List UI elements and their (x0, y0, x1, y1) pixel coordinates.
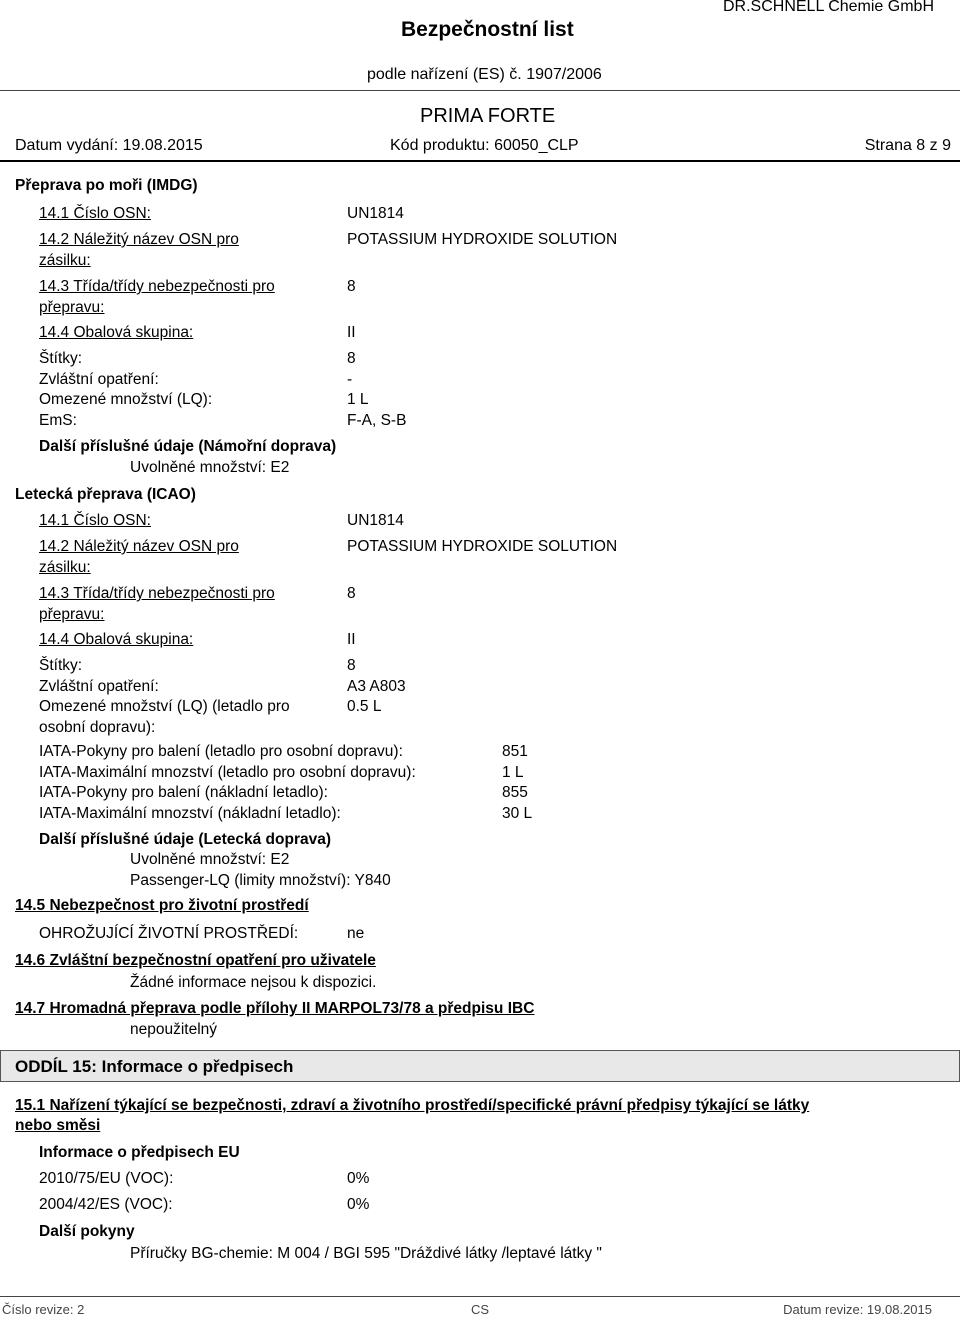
sea-labels-value: 8 (347, 350, 356, 367)
sea-special-label: Zvláštní opatření: (39, 371, 159, 388)
voc-2004-label: 2004/42/ES (VOC): (39, 1196, 173, 1213)
voc-2010-label: 2010/75/EU (VOC): (39, 1170, 174, 1187)
sea-name-label: 14.2 Náležitý název OSN pro (39, 231, 239, 248)
sea-name-value: POTASSIUM HYDROXIDE SOLUTION (347, 231, 618, 248)
header-rule-bottom (0, 160, 960, 162)
regulations-heading-2: nebo směsi (15, 1117, 101, 1134)
company-name: DR.SCHNELL Chemie GmbH (722, 0, 934, 15)
iata-row-label: IATA-Pokyny pro balení (nákladní letadlo): (39, 784, 328, 801)
iata-row-value: 1 L (502, 764, 524, 781)
sea-pg-value: II (347, 324, 356, 341)
iata-row-value: 30 L (502, 805, 533, 822)
air-name-label: 14.2 Náležitý název OSN pro (39, 538, 239, 555)
further-info-text: Příručky BG-chemie: M 004 / BGI 595 "Dráždivé látky /leptavé látky " (130, 1245, 602, 1262)
air-un-label: 14.1 Číslo OSN: (39, 512, 151, 529)
bulk-transport-text: nepoužitelný (130, 1021, 218, 1038)
sea-lq-value: 1 L (347, 391, 369, 408)
air-special-value: A3 A803 (347, 678, 406, 695)
sea-class-value: 8 (347, 278, 356, 295)
air-lq-value: 0.5 L (347, 698, 382, 715)
issue-date: Datum vydání: 19.08.2015 (15, 137, 203, 154)
air-labels-value: 8 (347, 657, 356, 674)
sea-ems-value: F-A, S-B (347, 412, 407, 429)
env-hazard-heading: 14.5 Nebezpečnost pro životní prostředí (15, 897, 309, 914)
document-title: Bezpečnostní list (401, 18, 574, 41)
sea-class-label-2: přepravu: (39, 299, 105, 316)
air-lq-label-2: osobní dopravu): (39, 719, 156, 736)
sea-lq-label: Omezené množství (LQ): (39, 391, 213, 408)
sea-name-label-2: zásilku: (39, 252, 91, 269)
air-special-label: Zvláštní opatření: (39, 678, 159, 695)
voc-2004-value: 0% (347, 1196, 370, 1213)
product-code: Kód produktu: 60050_CLP (390, 137, 579, 154)
air-heading: Letecká přeprava (ICAO) (15, 486, 196, 503)
footer-rule (0, 1296, 960, 1297)
page-number: Strana 8 z 9 (864, 137, 951, 154)
air-labels-label: Štítky: (39, 657, 83, 674)
sea-un-value: UN1814 (347, 205, 404, 222)
sea-un-label: 14.1 Číslo OSN: (39, 205, 151, 222)
voc-2010-value: 0% (347, 1170, 370, 1187)
air-pg-label: 14.4 Obalová skupina: (39, 631, 194, 648)
air-name-value: POTASSIUM HYDROXIDE SOLUTION (347, 538, 618, 555)
further-info-heading: Další pokyny (39, 1223, 135, 1240)
regulation: podle nařízení (ES) č. 1907/2006 (367, 66, 602, 83)
revision-number: Číslo revize: 2 (2, 1302, 85, 1317)
air-excepted: Uvolněné množství: E2 (130, 851, 290, 868)
iata-row-value: 851 (502, 743, 528, 760)
iata-row-label: IATA-Maximální mnozství (letadlo pro osobní dopravu): (39, 764, 416, 781)
user-precautions-text: Žádné informace nejsou k dispozici. (130, 974, 377, 991)
section-15-title: ODDÍL 15: Informace o předpisech (15, 1057, 294, 1076)
air-class-label: 14.3 Třída/třídy nebezpečnosti pro (39, 585, 275, 602)
regulations-heading: 15.1 Nařízení týkající se bezpečnosti, zdraví a životního prostředí/specifické právní předpisy týkající se látky (15, 1097, 810, 1114)
env-hazard-value: ne (347, 925, 365, 942)
iata-row-label: IATA-Maximální mnozství (nákladní letadlo): (39, 805, 341, 822)
user-precautions-heading: 14.6 Zvláštní bezpečnostní opatření pro uživatele (15, 952, 376, 969)
air-class-value: 8 (347, 585, 356, 602)
revision-date: Datum revize: 19.08.2015 (783, 1302, 932, 1317)
air-class-label-2: přepravu: (39, 606, 105, 623)
sea-class-label: 14.3 Třída/třídy nebezpečnosti pro (39, 278, 275, 295)
sea-heading: Přeprava po moři (IMDG) (15, 177, 198, 194)
air-un-value: UN1814 (347, 512, 404, 529)
product-name: PRIMA FORTE (420, 105, 556, 127)
iata-row-label: IATA-Pokyny pro balení (letadlo pro osobní dopravu): (39, 743, 403, 760)
eu-info-heading: Informace o předpisech EU (39, 1144, 240, 1161)
iata-row-value: 855 (502, 784, 528, 801)
air-passenger-lq: Passenger-LQ (limity množství): Y840 (130, 872, 391, 889)
header-rule-top (0, 90, 960, 91)
sea-other-heading: Další příslušné údaje (Námořní doprava) (39, 438, 337, 455)
sea-excepted: Uvolněné množství: E2 (130, 459, 290, 476)
sea-special-value: - (347, 371, 353, 388)
bulk-transport-heading: 14.7 Hromadná přeprava podle přílohy II MARPOL73/78 a předpisu IBC (15, 1000, 535, 1017)
air-other-heading: Další příslušné údaje (Letecká doprava) (39, 831, 332, 848)
air-name-label-2: zásilku: (39, 559, 91, 576)
sea-labels-label: Štítky: (39, 350, 83, 367)
language-code: CS (471, 1302, 490, 1317)
air-pg-value: II (347, 631, 356, 648)
air-lq-label: Omezené množství (LQ) (letadlo pro (39, 698, 290, 715)
env-hazard-label: OHROŽUJÍCÍ ŽIVOTNÍ PROSTŘEDÍ: (39, 925, 299, 942)
sea-pg-label: 14.4 Obalová skupina: (39, 324, 194, 341)
sea-ems-label: EmS: (39, 412, 77, 429)
